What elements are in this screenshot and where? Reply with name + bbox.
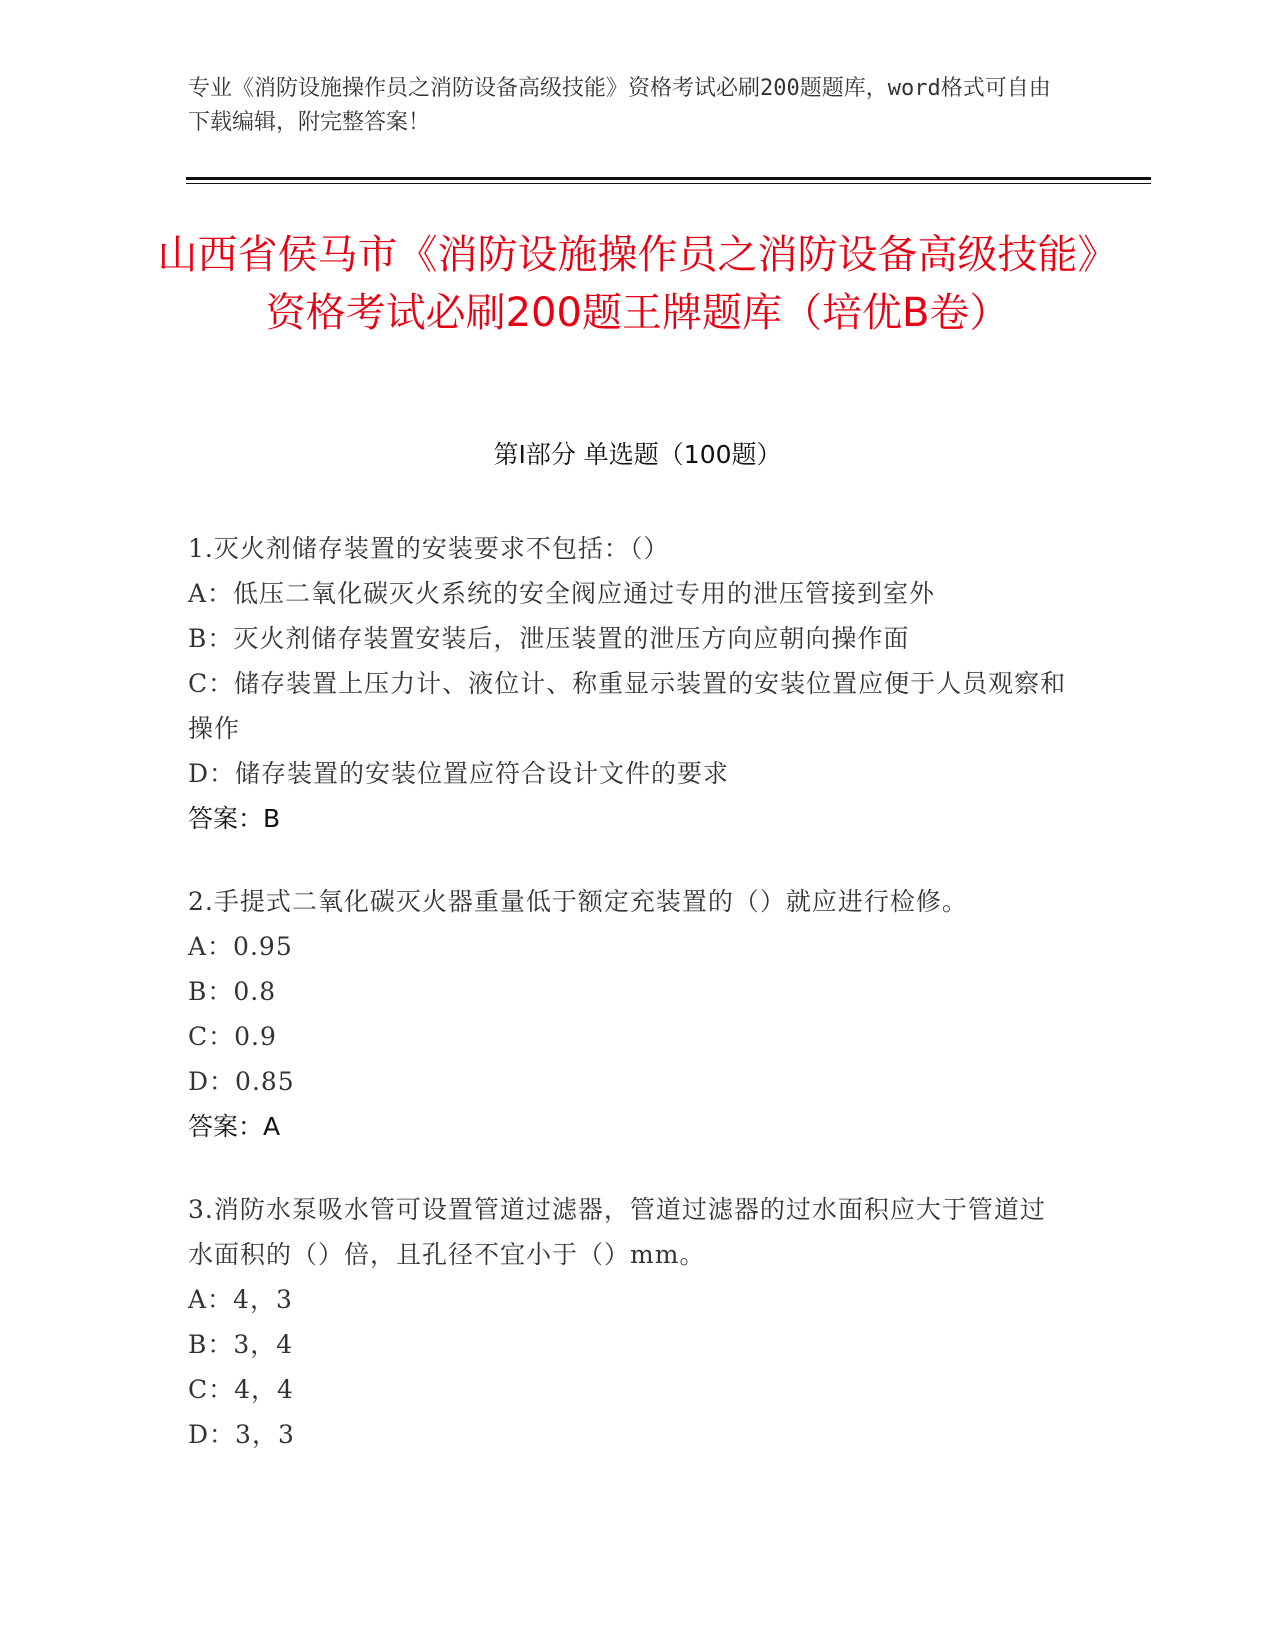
answer: 答案：B	[188, 804, 281, 833]
option-c: C：4，4	[188, 1375, 294, 1404]
answer: 答案：A	[188, 1112, 281, 1141]
question-text: 1.灭火剂储存装置的安装要求不包括：（）	[188, 534, 670, 563]
option-d: D：0.85	[188, 1067, 295, 1096]
header-divider-thin	[186, 183, 1151, 184]
option-c: C：0.9	[188, 1022, 277, 1051]
option-b: B：0.8	[188, 977, 277, 1006]
question-text: 2.手提式二氧化碳灭火器重量低于额定充装置的（）就应进行检修。	[188, 887, 968, 916]
option-c: C：储存装置上压力计、液位计、称重显示装置的安装位置应便于人员观察和操作	[188, 669, 1067, 743]
question-2	[188, 879, 1068, 1149]
document-title: 山西省侯马市《消防设施操作员之消防设备高级技能》资格考试必刷200题王牌题库（培优B卷）	[157, 232, 1118, 336]
header-note: 专业《消防设施操作员之消防设备高级技能》资格考试必刷200题题库，word格式可自由下载编辑，附完整答案！	[188, 76, 1051, 135]
option-b: B：灭火剂储存装置安装后，泄压装置的泄压方向应朝向操作面	[188, 624, 910, 653]
section-title: 第I部分 单选题（100题）	[493, 440, 782, 469]
option-a: A：低压二氧化碳灭火系统的安全阀应通过专用的泄压管接到室外	[188, 579, 936, 608]
option-a: A：0.95	[188, 932, 293, 961]
option-d: D：3，3	[188, 1420, 295, 1449]
question-text: 3.消防水泵吸水管可设置管道过滤器，管道过滤器的过水面积应大于管道过水面积的（）倍，且孔径不宜小于（）mm。	[188, 1195, 1046, 1269]
question-3	[188, 1187, 1068, 1457]
option-b: B：3，4	[188, 1330, 294, 1359]
header-divider-thick	[186, 177, 1151, 180]
option-a: A：4，3	[188, 1285, 293, 1314]
question-1	[188, 526, 1068, 841]
option-d: D：储存装置的安装位置应符合设计文件的要求	[188, 759, 730, 788]
question-list	[188, 526, 1068, 1495]
